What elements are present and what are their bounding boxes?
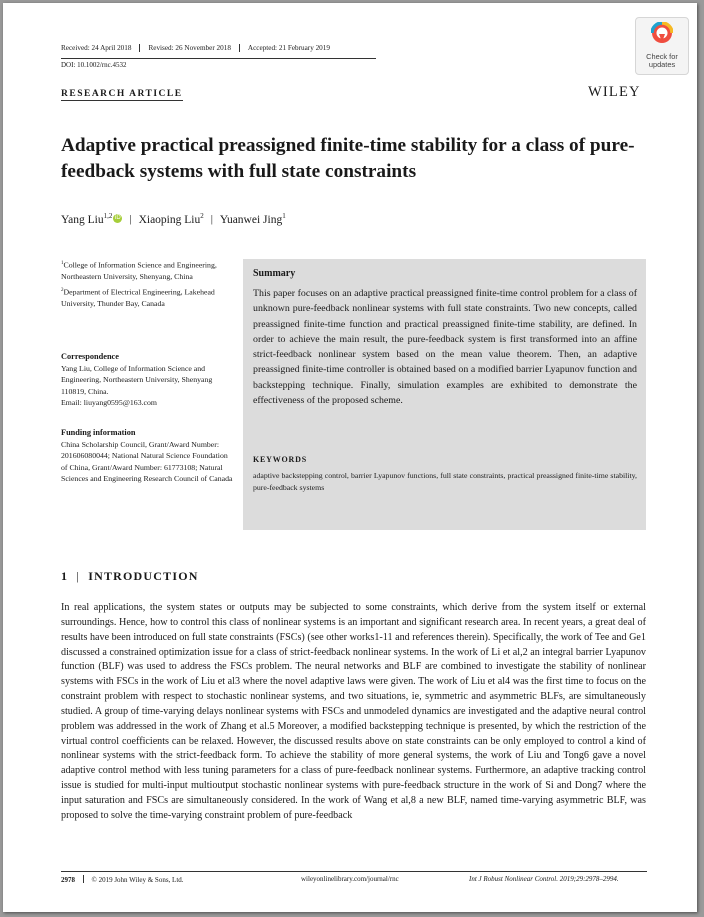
section-number: 1	[61, 569, 69, 583]
publisher-logo: WILEY	[588, 84, 641, 100]
check-for-updates-label	[636, 53, 688, 69]
date-separator	[139, 44, 140, 52]
header-rule	[61, 58, 376, 59]
badge-line-1: Check for	[646, 52, 678, 61]
article-dates	[61, 44, 330, 52]
date-separator	[239, 44, 240, 52]
section-separator: |	[76, 569, 81, 583]
author-separator: |	[210, 212, 213, 225]
summary-heading: Summary	[253, 268, 296, 279]
funding-heading: Funding information	[61, 428, 136, 437]
copyright: © 2019 John Wiley & Sons, Ltd.	[91, 876, 184, 884]
author-affiliation-sup: 1	[282, 212, 286, 220]
summary-text: This paper focuses on an adaptive practical preassigned finite-time control problem for a class of unknown pure-feedback nonlinear systems with full state constraints. Two new concepts, called preassigned finite-time function and practical preassigned finite-time stability, are defined. In order to achieve the main result, the pure-feedback system is first transformed into an affine strict-feedback nonlinear system based on the mean value theorem. Then, an adaptive preassigned finite-time controller is obtained based on a modified barrier Lyapunov function and backstepping technique. Finally, simulation examples are exhibited to demonstrate the effectiveness of the proposed scheme.	[253, 288, 637, 407]
revised-date: Revised: 26 November 2018	[148, 44, 231, 52]
author-affiliation-sup: 1,2	[103, 212, 113, 220]
correspondence-email[interactable]: Email: liuyang0595@163.com	[61, 397, 157, 407]
section-title: INTRODUCTION	[88, 569, 199, 583]
article-type: RESEARCH ARTICLE	[61, 89, 183, 99]
received-date: Received: 24 April 2018	[61, 44, 132, 52]
affiliations	[61, 258, 233, 309]
keywords-heading: KEYWORDS	[253, 455, 307, 464]
check-for-updates-button[interactable]	[635, 17, 689, 75]
correspondence-block	[61, 351, 233, 408]
article-title: Adaptive practical preassigned finite-time stability for a class of pure-feedback systems with full state constraints	[61, 135, 635, 182]
correspondence-heading: Correspondence	[61, 352, 119, 361]
journal-url[interactable]: wileyonlinelibrary.com/journal/rnc	[301, 875, 399, 883]
author-affiliation-sup: 2	[200, 212, 204, 220]
accepted-date: Accepted: 21 February 2019	[247, 44, 330, 52]
page-number: 2978	[61, 876, 75, 884]
keywords-text: adaptive backstepping control, barrier Lyapunov functions, full state constraints, practical preassigned finite-time stability, pure-feedback systems	[253, 471, 637, 492]
orcid-icon[interactable]: iD	[115, 215, 121, 222]
author-list	[61, 212, 286, 226]
citation: Int J Robust Nonlinear Control. 2019;29:2978–2994.	[469, 875, 619, 883]
funding-text: China Scholarship Council, Grant/Award Number: 201606080044; National Natural Science Foundation of China, Grant/Award Number: 61773108; Natural Sciences and Engineering Research Council of Canada	[61, 440, 233, 483]
author-separator: |	[129, 212, 132, 225]
article-page	[3, 3, 697, 912]
footer-separator	[83, 875, 84, 883]
footer-rule	[61, 871, 647, 872]
doi: DOI: 10.1002/rnc.4532	[61, 61, 127, 69]
author-name[interactable]: Xiaoping Liu$^2$	[138, 212, 204, 226]
footer-left	[61, 875, 184, 884]
badge-line-2: updates	[648, 60, 676, 70]
summary-box	[243, 259, 646, 530]
check-for-updates-icon	[651, 22, 673, 48]
affiliation: $^2$Department of Electrical Engineering, Lakehead University, Thunder Bay, Canada	[61, 287, 215, 308]
funding-block	[61, 427, 233, 484]
intro-paragraph: In real applications, the system states or outputs may be subjected to some constraints, which derive from the system itself or external surroundings. Hence, how to control this class of nonlinear systems is an important and significant research area. In recent years, a great deal of results have been introduced on full state constraints (FSCs) (see other works1-11 and references therein). Specifically, the work of Tee and Ge1 discussed a constrained optimization issue for a class of strict-feedback nonlinear systems. In the work of Li et al,2 an integral barrier Lyapunov function (BLF) was used to address the FSCs problem. The neural networks and BLF are combined to investigate the stability of nonlinear systems with FSCs in the work of Liu et al3 where the novel adaptive laws were given. The work of Liu et al4 was the first time to focus on the constraint problem with respect to stochastic nonlinear systems, and two situations, ie, symmetric and asymmetric BLFs, are simultaneously studied. A group of time-varying delays nonlinear systems with FSCs and unmodeled dynamics are investigated and the adaptive neural control problem was addressed in the work of Zhang et al.5 Moreover, a modified backstepping technique is presented, by which the restriction of the virtual control coefficients can be relaxed. However, the discussed results above on state constraints can be only employed to control a kind of nonlinear systems with the strict-feedback form. To achieve the stability of more general systems, the work of Liu and Tong6 gave a novel adaptive control method with less tuning parameters for a class of pure-feedback nonlinear systems. Furthermore, an adaptive tracking control issue is studied for multi-input multioutput stochastic nonlinear systems with pure-feedback structure in the work of Si and Dong7 where the input saturation and FSCs are simultaneously considered. In the work of Wang et al,8 a new BLF, named time-varying asymmetric BLF, was proposed to solve the time-varying constraint problem of pure-feedback	[61, 602, 646, 821]
correspondence-text: Yang Liu, College of Information Science and Engineering, Northeastern University, Shenyang 110819, China.	[61, 364, 213, 396]
author-name[interactable]: Yuanwei Jing$^1$	[219, 212, 286, 226]
section-heading	[61, 569, 199, 584]
author-name[interactable]: Yang Liu$^{1,2}$	[61, 212, 113, 226]
affiliation: $^1$College of Information Science and Engineering, Northeastern University, Shenyang, China	[61, 260, 217, 281]
